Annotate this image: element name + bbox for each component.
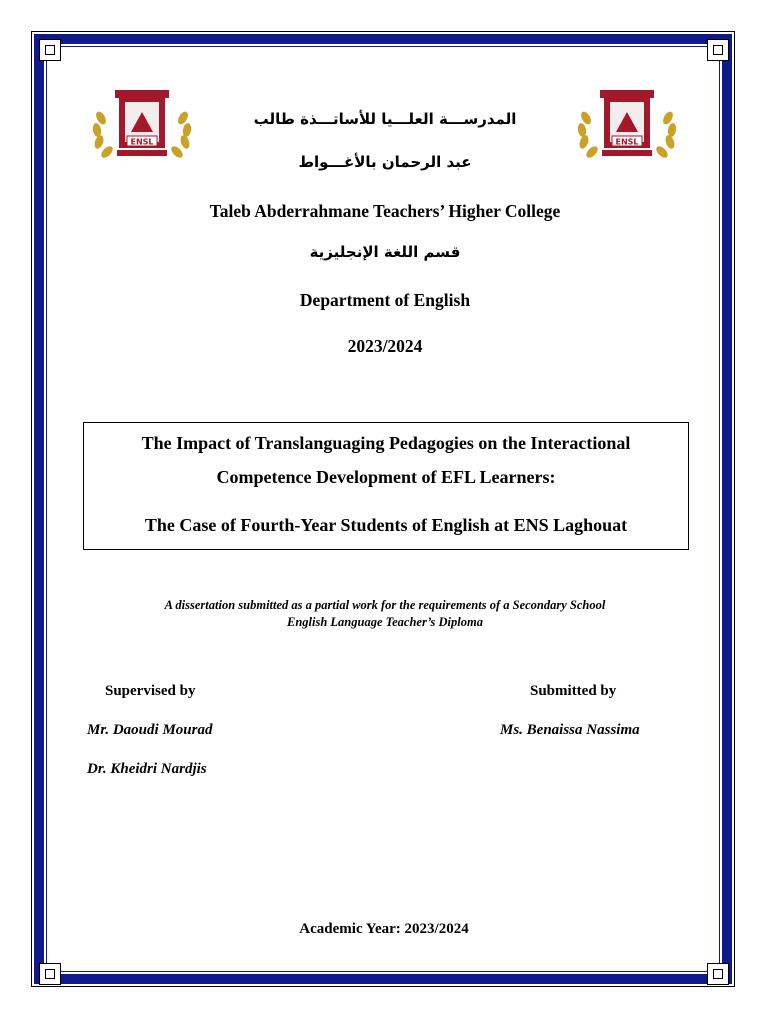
- supervisor-2: Dr. Kheidri Nardjis: [87, 761, 207, 777]
- title-line-1: The Impact of Translanguaging Pedagogies on the Interactional: [141, 433, 631, 453]
- logo-text: ENSL: [130, 137, 154, 147]
- title-line-3: The Case of Fourth-Year Students of English at ENS Laghouat: [144, 515, 628, 535]
- college-name: Taleb Abderrahmane Teachers’ Higher College: [209, 201, 561, 221]
- student-name: Ms. Benaissa Nassima: [500, 722, 640, 738]
- header-year: 2023/2024: [347, 336, 423, 356]
- dissertation-title-box: [83, 422, 689, 550]
- supervised-by-label: Supervised by: [105, 683, 196, 699]
- department-name: Department of English: [299, 290, 471, 310]
- corner-ornament-bottom-left: [39, 963, 61, 985]
- title-line-2: Competence Development of EFL Learners:: [216, 467, 556, 487]
- corner-ornament-top-right: [707, 39, 729, 61]
- supervisor-1: Mr. Daoudi Mourad: [87, 722, 213, 738]
- submitted-by-label: Submitted by: [530, 683, 617, 699]
- corner-ornament-top-left: [39, 39, 61, 61]
- academic-year: Academic Year: 2023/2024: [299, 921, 469, 937]
- corner-ornament-bottom-right: [707, 963, 729, 985]
- logo-text: ENSL: [615, 137, 639, 147]
- dissertation-statement-line2: English Language Teacher’s Diploma: [287, 615, 483, 629]
- arabic-department: قسم اللغة الإنجليزية: [309, 243, 461, 261]
- arabic-school-name-line1: المدرســـة العلـــيا للأساتـــذة طالب: [253, 110, 517, 128]
- dissertation-statement-line1: A dissertation submitted as a partial work for the requirements of a Secondary School: [164, 598, 606, 612]
- arabic-school-name-line2: عبد الرحمان بالأغـــواط: [298, 153, 472, 171]
